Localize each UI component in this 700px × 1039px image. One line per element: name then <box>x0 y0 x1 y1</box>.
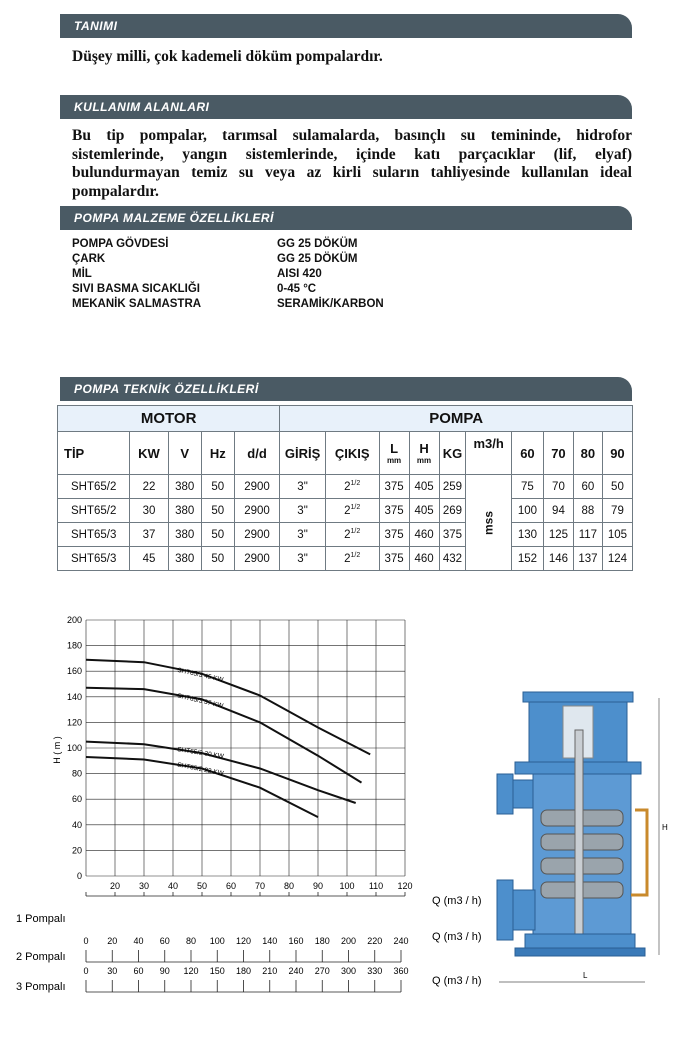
x-tick-label: 30 <box>138 881 150 891</box>
cikis-int: 2 <box>344 528 351 541</box>
series-label: SHT65/3 37 KW <box>176 692 224 710</box>
mss-label: mss <box>481 510 496 535</box>
flow-tick-label: 0 <box>83 936 89 946</box>
prop-row <box>72 298 384 313</box>
pump-body <box>497 692 647 956</box>
cell-hz: 50 <box>201 499 234 523</box>
table-row <box>58 547 633 571</box>
col-hz: Hz <box>201 432 234 475</box>
col-q90: 90 <box>602 432 632 475</box>
group-motor: MOTOR <box>58 406 280 432</box>
flow-tick-label: 220 <box>367 936 383 946</box>
dim-h-label: H <box>662 823 668 832</box>
series-label: SHT65/2 30 KW <box>176 746 225 761</box>
flow-axis-label: 2 Pompalı <box>16 951 66 963</box>
y-tick-label: 20 <box>71 845 82 856</box>
y-tick-label: 200 <box>66 615 82 625</box>
cell-q80: 60 <box>573 475 602 499</box>
cell-cikis <box>325 523 379 547</box>
flow-unit-label: Q (m3 / h) <box>432 895 482 907</box>
flow-tick-label: 150 <box>209 966 225 976</box>
cell-q70: 94 <box>543 499 573 523</box>
cell-q90: 124 <box>602 547 632 571</box>
section-header-malzeme: POMPA MALZEME ÖZELLİKLERİ <box>60 206 632 230</box>
cell-tip: SHT65/3 <box>58 523 130 547</box>
cell-mss <box>466 475 512 571</box>
flow-tick-label: 100 <box>209 936 225 946</box>
series-label: SHT65/2 22 KW <box>176 761 225 778</box>
y-tick-label: 100 <box>66 743 82 753</box>
flow-tick-label: 240 <box>288 966 304 976</box>
cell-v: 380 <box>168 523 201 547</box>
y-tick-label: 160 <box>66 666 82 677</box>
prop-key: POMPA GÖVDESİ <box>72 238 169 250</box>
cell-q60: 75 <box>511 475 543 499</box>
cell-v: 380 <box>168 547 201 571</box>
cell-h: 460 <box>409 547 439 571</box>
col-tip: TİP <box>58 432 130 475</box>
prop-key: SIVI BASMA SICAKLIĞI <box>72 283 200 295</box>
cell-kg: 259 <box>439 475 466 499</box>
col-h-unit: mm <box>416 456 432 465</box>
col-kw: KW <box>130 432 168 475</box>
col-q70: 70 <box>543 432 573 475</box>
cell-giris: 3" <box>280 475 326 499</box>
y-tick-label: 140 <box>66 691 82 702</box>
cell-cikis <box>325 547 379 571</box>
cell-q70: 146 <box>543 547 573 571</box>
cell-hz: 50 <box>201 547 234 571</box>
flow-tick-label: 140 <box>262 936 278 946</box>
table-row <box>58 499 633 523</box>
dim-l-label: L <box>583 971 588 980</box>
flow-tick-label: 180 <box>235 966 252 976</box>
cell-q90: 105 <box>602 523 632 547</box>
y-tick-label: 40 <box>71 819 82 830</box>
cell-v: 380 <box>168 499 201 523</box>
flow-tick-label: 240 <box>393 936 409 946</box>
flow-tick-label: 210 <box>262 966 278 976</box>
cell-v: 380 <box>168 475 201 499</box>
x-tick-label: 100 <box>339 881 355 891</box>
flow-axis-label: 1 Pompalı <box>16 913 66 925</box>
prop-value: 0-45 °C <box>277 283 317 295</box>
col-giris: GİRİŞ <box>280 432 326 475</box>
flow-axis-label: 3 Pompalı <box>16 981 66 993</box>
cell-q80: 117 <box>573 523 602 547</box>
spec-table <box>57 405 633 571</box>
cell-dd: 2900 <box>234 523 280 547</box>
col-m3h: m3/h <box>466 432 512 475</box>
cell-tip: SHT65/2 <box>58 499 130 523</box>
prop-row <box>72 253 384 268</box>
flow-unit-label: Q (m3 / h) <box>432 975 482 987</box>
group-pompa: POMPA <box>280 406 633 432</box>
cikis-frac: 1/2 <box>350 528 361 536</box>
cell-q60: 130 <box>511 523 543 547</box>
cell-kg: 432 <box>439 547 466 571</box>
cell-giris: 3" <box>280 547 326 571</box>
col-v: V <box>168 432 201 475</box>
cikis-int: 2 <box>344 552 351 565</box>
prop-row <box>72 268 384 283</box>
cell-dd: 2900 <box>234 475 280 499</box>
flow-tick-label: 60 <box>159 936 170 946</box>
cell-kw: 37 <box>130 523 168 547</box>
prop-value: GG 25 DÖKÜM <box>277 238 358 250</box>
prop-key: MİL <box>72 268 92 280</box>
tanimi-text: Düşey milli, çok kademeli döküm pompalardır. <box>72 48 383 65</box>
y-tick-label: 180 <box>66 640 82 651</box>
flow-tick-label: 160 <box>288 936 304 946</box>
flow-tick-label: 30 <box>107 966 118 976</box>
cikis-frac: 1/2 <box>350 504 361 512</box>
flow-tick-label: 300 <box>340 966 357 976</box>
cell-q80: 88 <box>573 499 602 523</box>
x-tick-label: 110 <box>368 881 384 891</box>
cell-kw: 45 <box>130 547 168 571</box>
col-l-label: L <box>390 441 399 456</box>
cell-l: 375 <box>379 499 409 523</box>
kullanim-text: Bu tip pompalar, tarımsal sulamalarda, basınçlı su temininde, hidrofor sistemlerinde, yangın sistemlerinde, içinde katı parçacıklar (lif, elyaf) bulundurmayan temiz su veya az kirli suların tahliyesinde kullanılan ideal pompalardır. <box>72 127 632 200</box>
cikis-int: 2 <box>344 480 351 493</box>
cell-q70: 125 <box>543 523 573 547</box>
series-label: SHT65/3 45 KW <box>176 666 224 684</box>
cell-q70: 70 <box>543 475 573 499</box>
series-line <box>86 660 370 755</box>
section-header-kullanim: KULLANIM ALANLARI <box>60 95 632 119</box>
flow-tick-label: 120 <box>235 936 252 946</box>
material-properties <box>72 238 384 313</box>
performance-chart <box>0 600 500 1030</box>
x-tick-label: 90 <box>312 881 324 891</box>
flow-tick-label: 60 <box>133 966 144 976</box>
prop-key: ÇARK <box>72 253 106 265</box>
flow-tick-label: 20 <box>107 936 118 946</box>
y-tick-label: 120 <box>66 717 82 728</box>
prop-row <box>72 283 384 298</box>
cell-dd: 2900 <box>234 547 280 571</box>
flow-tick-label: 270 <box>314 966 330 976</box>
x-tick-label: 120 <box>397 881 413 891</box>
prop-row <box>72 238 384 253</box>
table-row <box>58 523 633 547</box>
flow-tick-label: 360 <box>393 966 409 976</box>
col-h-label: H <box>419 441 429 456</box>
prop-key: MEKANİK SALMASTRA <box>72 298 202 310</box>
cell-q60: 152 <box>511 547 543 571</box>
x-tick-label: 70 <box>254 881 266 891</box>
cikis-frac: 1/2 <box>350 552 361 560</box>
section-header-tanimi: TANIMI <box>60 14 632 38</box>
flow-tick-label: 40 <box>133 936 144 946</box>
cell-kw: 30 <box>130 499 168 523</box>
cell-cikis <box>325 499 379 523</box>
x-tick-label: 60 <box>225 881 237 891</box>
prop-value: AISI 420 <box>277 268 322 280</box>
cell-kw: 22 <box>130 475 168 499</box>
flow-tick-label: 200 <box>340 936 357 946</box>
col-l <box>379 432 409 475</box>
cell-h: 405 <box>409 499 439 523</box>
cell-dd: 2900 <box>234 499 280 523</box>
cell-tip: SHT65/3 <box>58 547 130 571</box>
cell-giris: 3" <box>280 523 326 547</box>
cikis-frac: 1/2 <box>350 480 361 488</box>
flow-tick-label: 120 <box>183 966 199 976</box>
cikis-int: 2 <box>344 504 351 517</box>
cell-kg: 269 <box>439 499 466 523</box>
x-tick-label: 50 <box>196 881 208 891</box>
cell-l: 375 <box>379 547 409 571</box>
cell-giris: 3" <box>280 499 326 523</box>
x-tick-label: 80 <box>283 881 295 891</box>
pump-section-diagram <box>495 690 668 990</box>
cell-h: 460 <box>409 523 439 547</box>
col-q60: 60 <box>511 432 543 475</box>
y-axis-label: H ( m ) <box>52 736 62 764</box>
cell-h: 405 <box>409 475 439 499</box>
cell-kg: 375 <box>439 523 466 547</box>
prop-value: SERAMİK/KARBON <box>277 298 384 310</box>
cell-q90: 50 <box>602 475 632 499</box>
cell-q80: 137 <box>573 547 602 571</box>
y-tick-label: 60 <box>71 794 82 805</box>
cell-l: 375 <box>379 475 409 499</box>
flow-tick-label: 90 <box>159 966 170 976</box>
cell-q90: 79 <box>602 499 632 523</box>
col-kg: KG <box>439 432 466 475</box>
cell-cikis <box>325 475 379 499</box>
section-header-teknik: POMPA TEKNİK ÖZELLİKLERİ <box>60 377 632 401</box>
col-l-unit: mm <box>386 456 402 465</box>
col-cikis: ÇIKIŞ <box>325 432 379 475</box>
table-row <box>58 475 633 499</box>
col-q80: 80 <box>573 432 602 475</box>
y-tick-label: 0 <box>76 871 82 881</box>
x-tick-label: 40 <box>167 881 179 891</box>
cell-q60: 100 <box>511 499 543 523</box>
flow-tick-label: 180 <box>314 936 330 946</box>
prop-value: GG 25 DÖKÜM <box>277 253 358 265</box>
flow-tick-label: 330 <box>367 966 383 976</box>
cell-l: 375 <box>379 523 409 547</box>
flow-unit-label: Q (m3 / h) <box>432 931 482 943</box>
flow-tick-label: 80 <box>185 936 197 946</box>
cell-tip: SHT65/2 <box>58 475 130 499</box>
cell-hz: 50 <box>201 523 234 547</box>
y-tick-label: 80 <box>71 768 82 779</box>
cell-hz: 50 <box>201 475 234 499</box>
x-tick-label: 20 <box>109 881 121 891</box>
col-h <box>409 432 439 475</box>
flow-tick-label: 0 <box>83 966 89 976</box>
col-dd: d/d <box>234 432 280 475</box>
